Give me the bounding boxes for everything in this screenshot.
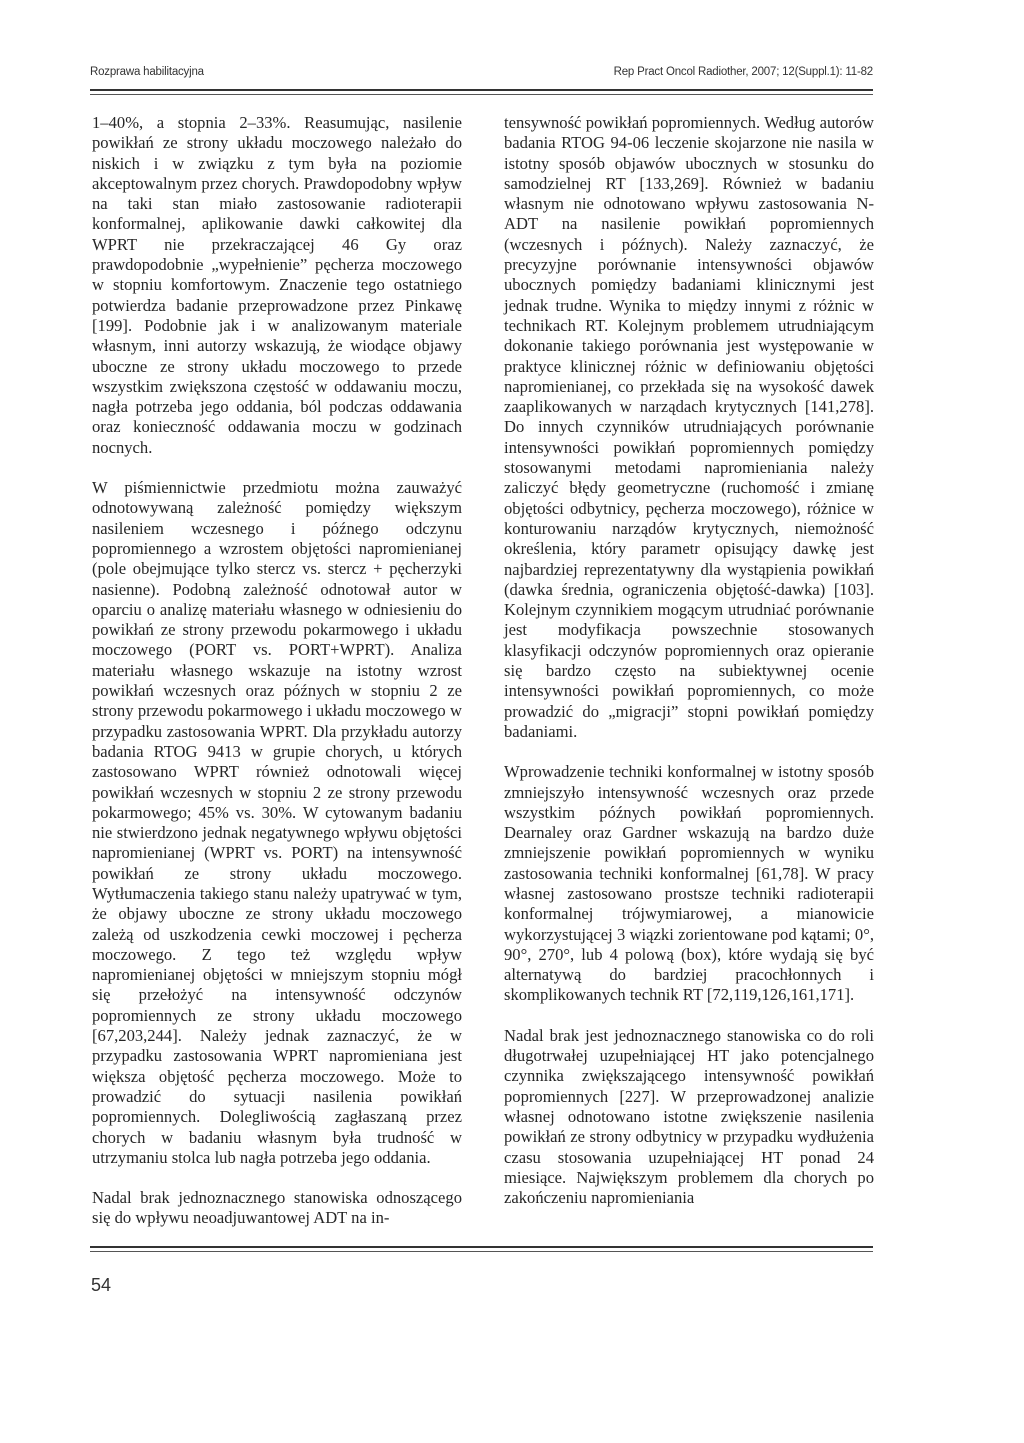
page-number: 54 xyxy=(91,1275,112,1295)
text-column-left xyxy=(92,113,462,1229)
footer-rule-thin xyxy=(90,1251,873,1252)
paragraph: 1–40%, a stopnia 2–33%. Reasumując, nasilenie powikłań ze strony układu moczowego należało do niskich i w związku z tym była na poziomie akceptowalnym przez chorych. Prawdopodobny wpływ na taki stan miało zastosowanie radioterapii konformalnej, aplikowanie dawki całkowitej dla WPRT nie przekraczającej 46 Gy oraz prawdopodobnie „wypełnienie” pęcherza moczowego w stopniu komfortowym. Znaczenie tego ostatniego potwierdza badanie przeprowadzone przez Pinkawę [199]. Podobnie jak i w analizowanym materiale własnym, inni autorzy wskazują, że wiodące objawy uboczne ze strony układu moczowego to przede wszystkim zwiększona częstość w oddawaniu moczu, nagła potrzeba jego oddania, ból podczas oddawania oraz konieczność oddawania moczu w godzinach nocnych. xyxy=(92,113,462,457)
paragraph: Wprowadzenie techniki konformalnej w istotny sposób zmniejszyło intensywność wczesnych oraz przede wszystkim późnych powikłań popromiennych. Dearnaley oraz Gardner wskazują na bardzo duże zmniejszenie powikłań popromiennych w wyniku zastosowania techniki konformalnej [61,78]. W pracy własnej zastosowano prostsze techniki radioterapii konformalnej trójwymiarowej, a mianowicie wykorzystującej 3 wiązki zorientowane pod kątami; 0°, 90°, 270°, lub 4 polową (box), które wydają się być alternatywą do bardziej pracochłonnych i skomplikowanych technik RT [72,119,126,161,171]. xyxy=(504,762,874,1005)
paragraph: tensywność powikłań popromiennych. Według autorów badania RTOG 94-06 leczenie skojarzone nie nasila w istotny sposób objawów ubocznych w stosunku do samodzielnej RT [133,269]. Również w badaniu własnym nie odnotowano wpływu zastosowania N-ADT na nasilenie powikłań popromiennych (wczesnych i późnych). Należy zaznaczyć, że precyzyjne porównanie intensywności objawów ubocznych pomiędzy badaniami klinicznymi jest jednak trudne. Wynika to między innymi z różnic w technikach RT. Kolejnym problemem utrudniającym dokonanie takiego porównania jest występowanie w praktyce klinicznej różnic w definiowaniu objętości napromienianej, co przekłada się na wysokość dawek zaaplikowanych w narządach krytycznych [141,278]. Do innych czynników utrudniających porównanie intensywności powikłań popromiennych pomiędzy stosowanymi metodami napromieniania należy zaliczyć błędy geometryczne (ruchomość i zmianę objętości odbytnicy, pęcherza moczowego), różnice w konturowaniu narządów krytycznych, niemożność określenia, który parametr opisujący dawkę jest najbardziej reprezentatywny dla wystąpienia powikłań (dawka średnia, ograniczenia objętość-dawka) [103]. Kolejnym czynnikiem mogącym utrudniać porównanie jest modyfikacja powszechnie stosowanych klasyfikacji odczynów popromiennych oraz opieranie się bardzo często na subiektywnej ocenie intensywności powikłań popromiennych, co może prowadzić do „migracji” stopni powikłań pomiędzy badaniami. xyxy=(504,113,874,741)
journal-citation: Rep Pract Oncol Radiother, 2007; 12(Suppl.1): 11-82 xyxy=(613,66,873,78)
paragraph: Nadal brak jest jednoznacznego stanowiska co do roli długotrwałej uzupełniającej HT jako potencjalnego czynnika zwiększającego intensywność powikłań popromiennych [227]. W przeprowadzonej analizie własnej odnotowano istotne zwiększenie nasilenia powikłań ze strony odbytnicy w przypadku wydłużenia czasu stosowania uzupełniającej HT ponad 24 miesiące. Największym problemem dla chorych po zakończeniu napromieniania xyxy=(504,1025,874,1208)
header-rule-thin xyxy=(90,94,873,95)
header-rule-thick xyxy=(90,89,873,91)
text-column-right xyxy=(504,113,874,1208)
paragraph: W piśmiennictwie przedmiotu można zauważyć odnotowywaną zależność pomiędzy większym nasileniem wczesnego i późnego odczynu popromiennego a wzrostem objętości napromienianej (pole obejmujące tylko stercz vs. stercz + pęcherzyki nasienne). Podobną zależność odnotował autor w oparciu o analizę materiału własnego w odniesieniu do powikłań ze strony przewodu pokarmowego i układu moczowego (PORT vs. PORT+WPRT). Analiza materiału własnego wskazuje na istotny wzrost powikłań wczesnych oraz późnych w stopniu 2 ze strony przewodu pokarmowego i układu moczowego w przypadku zastosowania WPRT. Dla przykładu autorzy badania RTOG 9413 w grupie chorych, u których zastosowano WPRT również odnotowali więcej powikłań wczesnych w stopniu 2 ze strony przewodu pokarmowego; 45% vs. 30%. W cytowanym badaniu nie stwierdzono jednak negatywnego wpływu objętości napromienianej (WPRT vs. PORT) na intensywność powikłań ze strony układu moczowego. Wytłumaczenia takiego stanu należy upatrywać w tym, że objawy uboczne ze strony układu moczowego zależą od uszkodzenia cewki moczowej i pęcherza moczowego. Z tego też względu wpływ napromienianej objętości w mniejszym stopniu mógł się przełożyć na intensywność odczynów popromiennych ze strony układu moczowego [67,203,244]. Należy jednak zaznaczyć, że w przypadku zastosowania WPRT napromieniana jest większa objętość pęcherza moczowego. Może to prowadzić do sytuacji nasilenia powikłań popromiennych. Dolegliwością zagłaszaną przez chorych w badaniu własnym była trudność w utrzymaniu stolca lub nagła potrzeba jego oddania. xyxy=(92,478,462,1167)
journal-section-label: Rozprawa habilitacyjna xyxy=(90,66,204,78)
footer-rule-thick xyxy=(90,1246,873,1248)
paragraph: Nadal brak jednoznacznego stanowiska odnoszącego się do wpływu neoadjuwantowej ADT na in- xyxy=(92,1188,462,1228)
